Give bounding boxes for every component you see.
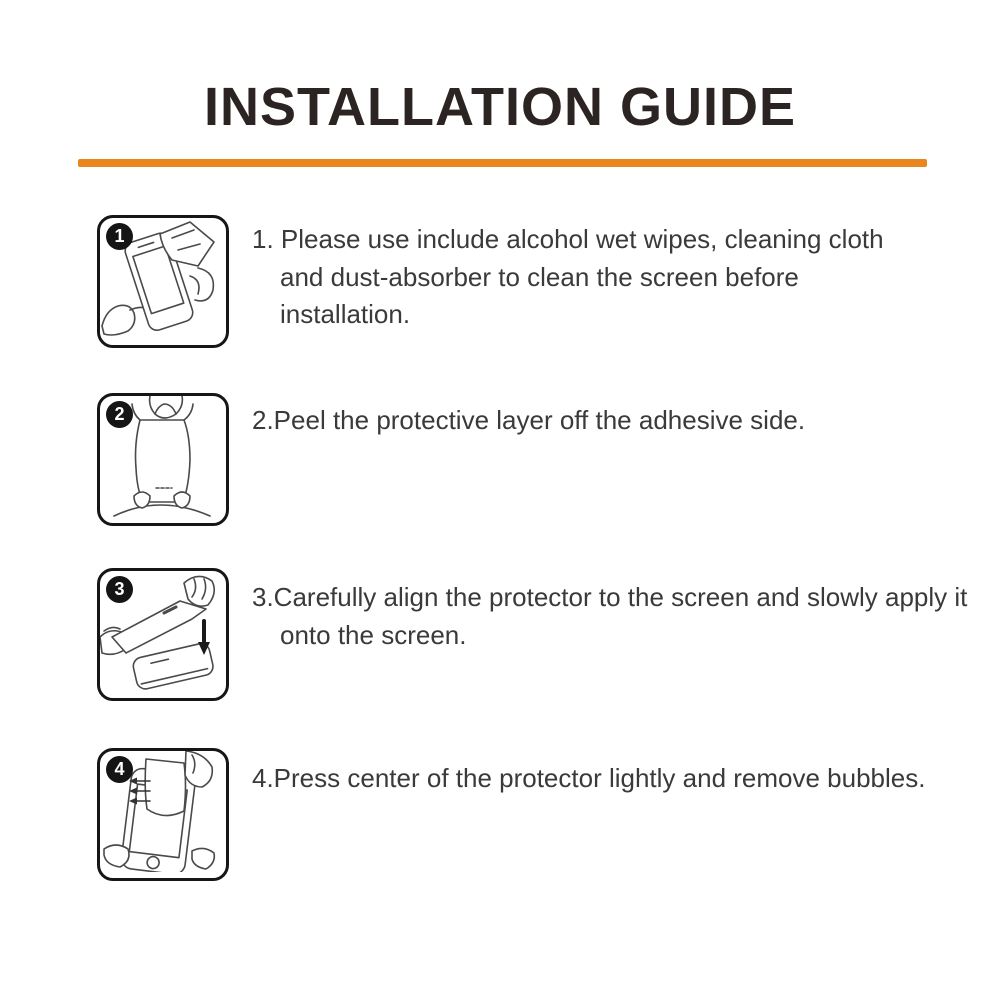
step-1-text: 1. Please use include alcohol wet wipes, cleaning cloth and dust-absorber to clean the screen before installation.	[252, 224, 884, 330]
step-4-illustration-box	[97, 748, 229, 881]
left-motion-arrows-icon	[129, 778, 150, 805]
page-title: INSTALLATION GUIDE	[204, 77, 796, 137]
step-1-number-badge: 1	[106, 223, 133, 250]
step-2-number-badge: 2	[106, 401, 133, 428]
step-2-text: 2.Peel the protective layer off the adhesive side.	[252, 405, 806, 435]
step-2-illustration-box	[97, 393, 229, 526]
step-1-illustration-box	[97, 215, 229, 348]
step-4-number-badge: 4	[106, 756, 133, 783]
step-3-number-badge: 3	[106, 576, 133, 603]
step-4-text: 4.Press center of the protector lightly and remove bubbles.	[252, 763, 926, 793]
step-3-illustration-box	[97, 568, 229, 701]
orange-divider	[78, 159, 927, 167]
step-3-text: 3.Carefully align the protector to the screen and slowly apply it onto the screen.	[252, 582, 968, 650]
